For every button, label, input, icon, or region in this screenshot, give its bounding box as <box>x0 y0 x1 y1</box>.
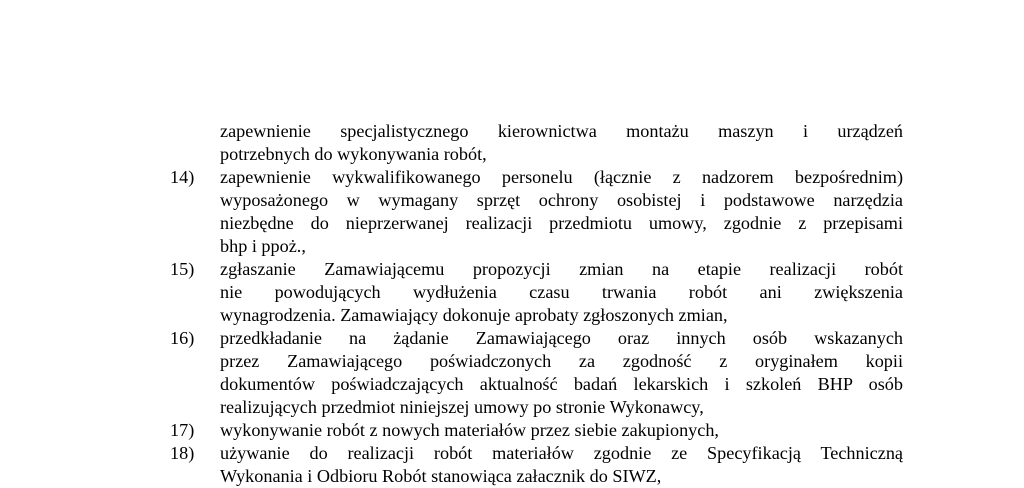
item-number: 18) <box>170 443 195 463</box>
list-item <box>170 166 903 258</box>
item-text-line: zapewnienie wykwalifikowanego personelu (łącznie z nadzorem bezpośrednim) <box>220 167 903 187</box>
item-text-line: wykonywanie robót z nowych materiałów przez siebie zakupionych, <box>220 420 719 440</box>
item-text-line: niezbędne do nieprzerwanej realizacji przedmiotu umowy, zgodnie z przepisami <box>220 213 903 233</box>
item-text-line: Wykonania i Odbioru Robót stanowiąca załacznik do SIWZ, <box>220 466 662 486</box>
obligations-list <box>170 120 903 488</box>
item-text-line: nie powodujących wydłużenia czasu trwania robót ani zwiększenia <box>220 282 903 302</box>
list-item <box>170 442 903 488</box>
list-item <box>170 258 903 327</box>
item-text-line: przedkładanie na żądanie Zamawiającego oraz innych osób wskazanych <box>220 328 903 348</box>
item-text-line: wynagrodzenia. Zamawiający dokonuje aprobaty zgłoszonych zmian, <box>220 305 728 325</box>
item-number: 16) <box>170 328 195 348</box>
item-number: 17) <box>170 420 195 440</box>
item-text-line: używanie do realizacji robót materiałów zgodnie ze Specyfikacją Techniczną <box>220 443 903 463</box>
item-text-line: zapewnienie specjalistycznego kierownictwa montażu maszyn i urządzeń <box>220 121 903 141</box>
list-item <box>170 327 903 419</box>
item-number: 15) <box>170 259 195 279</box>
item-text-line: potrzebnych do wykonywania robót, <box>220 144 487 164</box>
item-text-line: realizujących przedmiot niniejszej umowy po stronie Wykonawcy, <box>220 397 704 417</box>
list-item <box>170 419 903 442</box>
item-number: 14) <box>170 167 195 187</box>
item-text-line: bhp i ppoż., <box>220 236 306 256</box>
item-text-line: przez Zamawiającego poświadczonych za zgodność z oryginałem kopii <box>220 351 903 371</box>
list-item <box>170 120 903 166</box>
item-text-line: zgłaszanie Zamawiającemu propozycji zmian na etapie realizacji robót <box>220 259 903 279</box>
item-text-line: wyposażonego w wymagany sprzęt ochrony osobistej i podstawowe narzędzia <box>220 190 903 210</box>
item-text-line: dokumentów poświadczających aktualność badań lekarskich i szkoleń BHP osób <box>220 374 903 394</box>
